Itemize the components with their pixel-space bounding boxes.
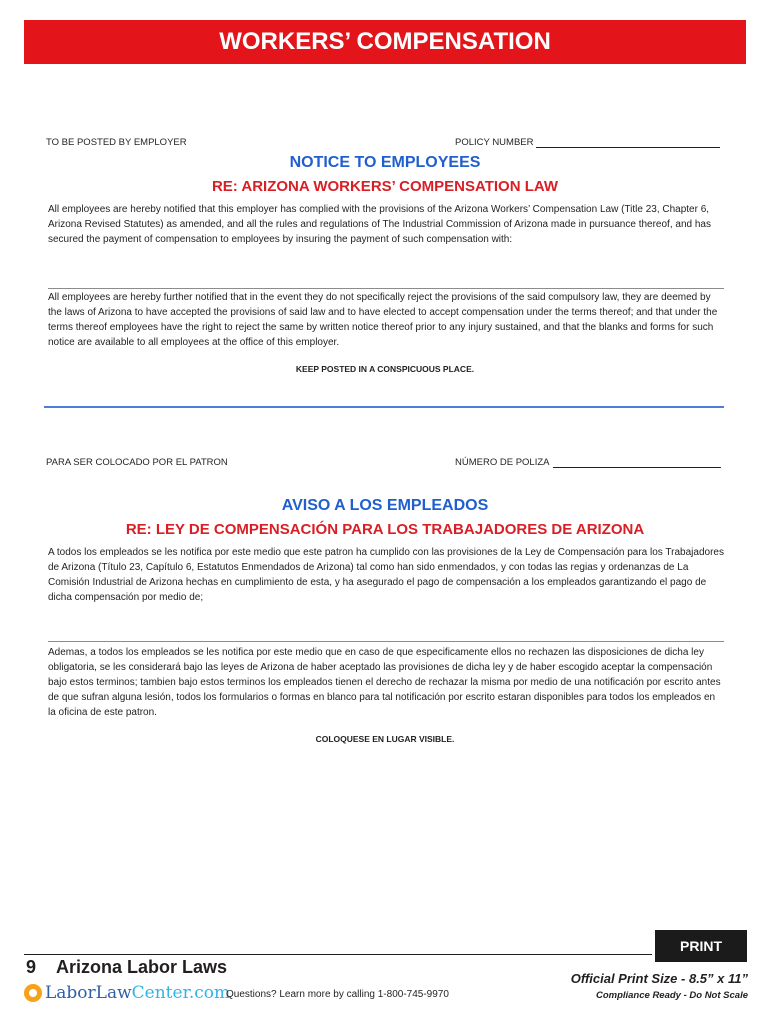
- notice-paragraph-1: All employees are hereby notified that this employer has complied with the provisions of the Arizona Workers’ Compensation Law (Title 23, Chapter 6, Arizona Revised Statutes) as amended, and all the rules and regulations of The Industrial Commission of Arizona made in pursuance thereof, and has secured the payment of compensation to employees by insuring the payment of such compensation with:: [48, 204, 711, 245]
- aviso-paragraph-2: Ademas, a todos los empleados se les notifica por este medio que en caso de que especificamente ellos no rechazen las disposiciones de dicha ley obligatoria, se les considerará bajo las leyes de Arizona de haber aceptado las provisiones de dicha ley y de haber escogido aceptar la compensación bajo estos terminos; tambien bajo estos terminos los empleados tienen el derecho de rechazar la misma por medio de una notificación por escrito antes de que sufran alguna lesión, todos los formularios o formas en blanco para tal notificación por escrito estaran disponibles para todos los empleados en la oficina de este patron.: [48, 647, 721, 718]
- questions-contact: Questions? Learn more by calling 1-800-745-9970: [226, 989, 449, 1000]
- footer-section-title: Arizona Labor Laws: [56, 957, 228, 977]
- official-print-size: Official Print Size - 8.5” x 11”: [570, 971, 748, 986]
- aviso-paragraph-1: A todos los empleados se les notifica por este medio que este patron ha cumplido con las provisiones de la Ley de Compensación para los Trabajadores de Arizona (Título 23, Capítulo 6, Estatutos Enmendados de Arizona) tal como han sido enmendados, y con todas las regias y ordenanzas de La Comisión Industrial de Arizona hechas en cumplimiento de esta, y ha asegurado el pago de compensación a los empleados garantizando el pago de dicha compensación por medio de;: [48, 547, 724, 603]
- insurer-blank-line: [48, 288, 724, 289]
- policy-number-label: POLICY NUMBER: [455, 137, 534, 148]
- coloquese-note: COLOQUESE EN LUGAR VISIBLE.: [315, 734, 455, 744]
- policy-number-field-es: [455, 457, 721, 468]
- notice-paragraph-2: All employees are hereby further notified that in the event they do not specifically reject the provisions of the said compulsory law, they are deemed by the laws of Arizona to have accepted the provisions of said law and to have elected to accept compensation under the terms thereof; and that under the terms thereof employees have the right to reject the same by written notice thereof prior to any injury sustained, and that the blanks and forms for such notice are available to all employees at the office of this employer.: [48, 292, 718, 348]
- keep-posted-note: KEEP POSTED IN A CONSPICUOUS PLACE.: [295, 364, 475, 374]
- policy-number-label-es: NÚMERO DE POLIZA: [455, 457, 550, 468]
- posted-by-label-es: PARA SER COLOCADO POR EL PATRON: [46, 457, 228, 468]
- insurer-blank-line-es: [48, 641, 724, 642]
- logo-circle-icon: [24, 984, 42, 1002]
- policy-number-blank: [536, 147, 720, 148]
- notice-heading: NOTICE TO EMPLOYEES: [289, 154, 481, 171]
- notice-subheading: RE: ARIZONA WORKERS’ COMPENSATION LAW: [211, 178, 559, 195]
- policy-number-blank-es: [553, 467, 721, 468]
- page-number: 9: [26, 957, 37, 977]
- posted-by-label: TO BE POSTED BY EMPLOYER: [46, 137, 187, 148]
- print-button[interactable]: PRINT: [655, 930, 747, 962]
- compliance-note: Compliance Ready - Do Not Scale: [595, 990, 748, 1001]
- policy-number-field: [455, 137, 720, 148]
- logo-text-part1: LaborLaw: [45, 983, 132, 1003]
- aviso-heading: AVISO A LOS EMPLEADOS: [281, 497, 489, 514]
- footer-rule: [24, 954, 652, 955]
- logo-text-part2: Center.com: [131, 983, 231, 1003]
- laborlawcenter-logo[interactable]: [24, 980, 230, 1006]
- aviso-subheading: RE: LEY DE COMPENSACIÓN PARA LOS TRABAJADORES DE ARIZONA: [125, 521, 645, 538]
- section-divider: [44, 406, 724, 408]
- page-banner-title: WORKERS’ COMPENSATION: [24, 20, 746, 64]
